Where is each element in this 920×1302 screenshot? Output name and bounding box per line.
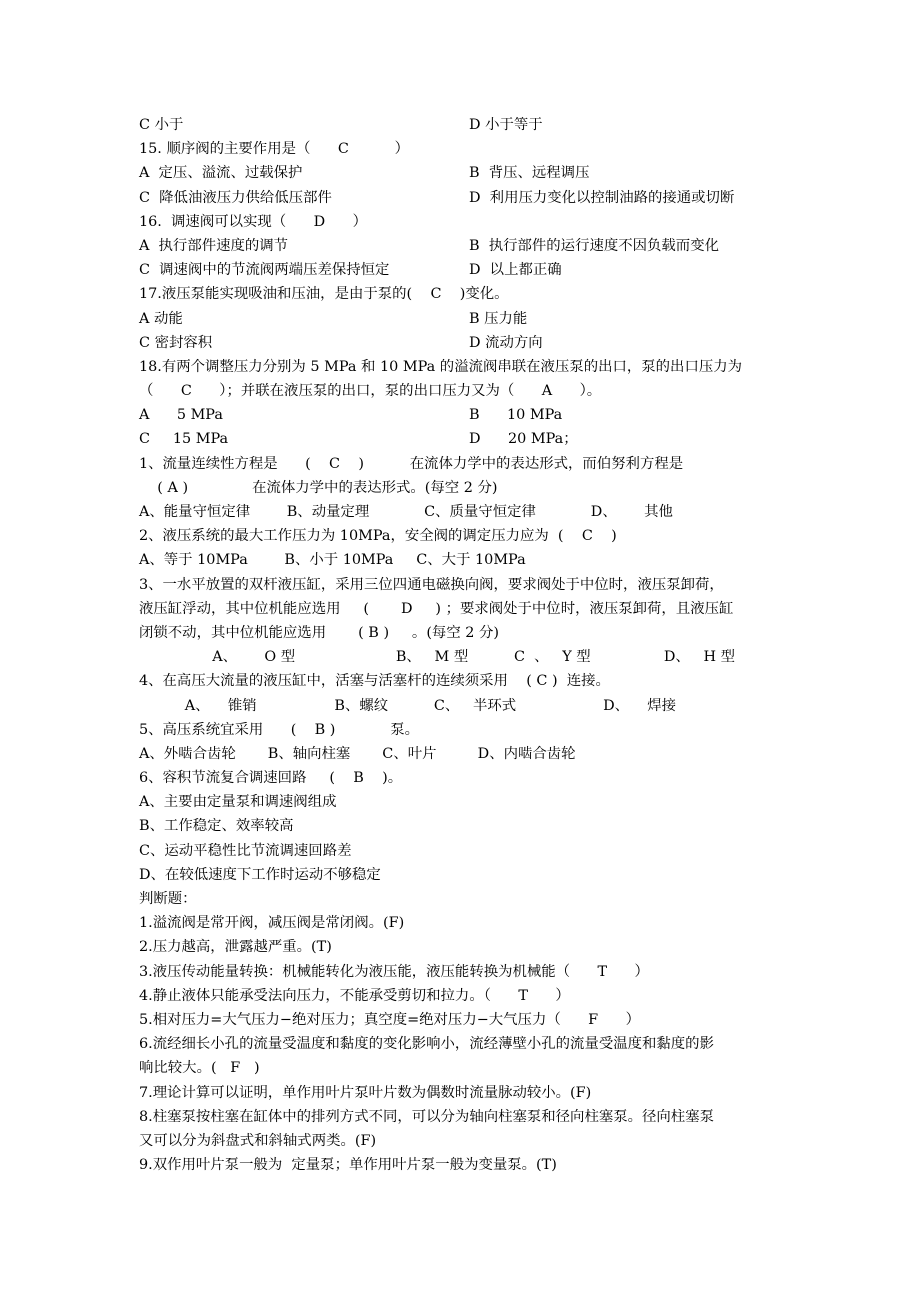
line-text: C 15 MPa bbox=[139, 431, 229, 448]
text-line bbox=[139, 863, 789, 887]
text-line bbox=[139, 427, 789, 451]
text-line bbox=[139, 282, 789, 306]
text-line bbox=[139, 1153, 789, 1177]
text-line bbox=[139, 161, 789, 185]
line-text-column-2: B 执行部件的运行速度不因负载而变化 bbox=[469, 237, 719, 254]
line-text: A、等于 10MPa B、小于 10MPa C、大于 10MPa bbox=[139, 552, 526, 569]
line-text: 3、一水平放置的双杆液压缸，采用三位四通电磁换向阀，要求阀处于中位时，液压泵卸荷， bbox=[139, 576, 724, 593]
line-text: C 调速阀中的节流阀两端压差保持恒定 bbox=[139, 262, 390, 279]
document-body bbox=[139, 113, 789, 1177]
line-text: 5、高压系统宜采用 ( B ) 泵。 bbox=[139, 721, 420, 738]
text-line bbox=[139, 935, 789, 959]
line-text: 9.双作用叶片泵一般为 定量泵；单作用叶片泵一般为变量泵。(T) bbox=[139, 1157, 557, 1174]
text-line bbox=[139, 1056, 789, 1080]
line-text: 液压缸浮动，其中位机能应选用 ( D ) ；要求阀处于中位时，液压泵卸荷，且液压缸 bbox=[139, 600, 734, 617]
text-line bbox=[139, 476, 789, 500]
line-text: A 定压、溢流、过载保护 bbox=[139, 165, 303, 182]
text-line bbox=[139, 1032, 789, 1056]
text-line bbox=[139, 500, 789, 524]
line-text: 3.液压传动能量转换：机械能转化为液压能，液压能转换为机械能（ T ） bbox=[139, 963, 649, 980]
line-text: 1.溢流阀是常开阀，减压阀是常闭阀。(F) bbox=[139, 915, 405, 932]
text-line bbox=[139, 911, 789, 935]
line-text: 又可以分为斜盘式和斜轴式两类。(F) bbox=[139, 1132, 377, 1149]
text-line bbox=[139, 839, 789, 863]
text-line bbox=[139, 814, 789, 838]
line-text: C 密封容积 bbox=[139, 334, 213, 351]
text-line bbox=[139, 524, 789, 548]
text-line bbox=[139, 210, 789, 234]
line-text: 2.压力越高，泄露越严重。(T) bbox=[139, 939, 332, 956]
text-line bbox=[139, 186, 789, 210]
line-text-column-2: B 背压、远程调压 bbox=[469, 165, 590, 182]
line-text: 判断题： bbox=[139, 891, 197, 907]
text-line bbox=[139, 742, 789, 766]
line-text-column-2: D 以上都正确 bbox=[469, 262, 562, 279]
line-text: 4.静止液体只能承受法向压力，不能承受剪切和拉力。（ T ） bbox=[139, 987, 570, 1004]
line-text-column-2: D 利用压力变化以控制油路的接通或切断 bbox=[469, 189, 735, 206]
text-line bbox=[139, 1105, 789, 1129]
line-text-column-2: D 小于等于 bbox=[469, 117, 543, 133]
text-line bbox=[139, 137, 789, 161]
line-text: C 小于 bbox=[139, 117, 184, 133]
line-text: A 5 MPa bbox=[139, 407, 223, 424]
text-line bbox=[139, 403, 789, 427]
line-text: A、主要由定量泵和调速阀组成 bbox=[139, 794, 337, 811]
line-text: 2、液压系统的最大工作压力为 10MPa，安全阀的调定压力应为 ( C ) bbox=[139, 528, 617, 545]
text-line bbox=[139, 1008, 789, 1032]
line-text: D、在较低速度下工作时运动不够稳定 bbox=[139, 866, 381, 883]
line-text: 8.柱塞泵按柱塞在缸体中的排列方式不同，可以分为轴向柱塞泵和径向柱塞泵。径向柱塞泵 bbox=[139, 1108, 714, 1125]
line-text: 响比较大。( F ) bbox=[139, 1060, 260, 1077]
line-text: ( A ) 在流体力学中的表达形式。(每空 2 分) bbox=[139, 479, 498, 496]
line-text: A、 O 型 B、 M 型 C 、 Y 型 D、 H 型 bbox=[139, 649, 736, 666]
text-line bbox=[139, 645, 789, 669]
line-text: A、能量守恒定律 B、动量定理 C、质量守恒定律 D、 其他 bbox=[139, 504, 673, 520]
line-text: 16. 调速阀可以实现（ D ） bbox=[139, 213, 367, 230]
text-line bbox=[139, 766, 789, 790]
line-text: A 动能 bbox=[139, 310, 183, 327]
line-text: 5.相对压力=大气压力−绝对压力；真空度=绝对压力−大气压力（ F ） bbox=[139, 1011, 640, 1028]
text-line bbox=[139, 307, 789, 331]
text-line bbox=[139, 669, 789, 693]
line-text: 18.有两个调整压力分别为 5 MPa 和 10 MPa 的溢流阀串联在液压泵的出口，泵的出口压力为 bbox=[139, 358, 743, 375]
text-line bbox=[139, 573, 789, 597]
text-line bbox=[139, 548, 789, 572]
line-text: A、 锥销 B、螺纹 C、 半环式 D、 焊接 bbox=[139, 697, 677, 714]
text-line bbox=[139, 597, 789, 621]
line-text: 6.流经细长小孔的流量受温度和黏度的变化影响小，流经薄壁小孔的流量受温度和黏度的影 bbox=[139, 1036, 714, 1053]
line-text: 17.液压泵能实现吸油和压油，是由于泵的( C )变化。 bbox=[139, 286, 509, 303]
text-line bbox=[139, 1081, 789, 1105]
line-text: 闭锁不动，其中位机能应选用 ( B ) 。(每空 2 分) bbox=[139, 624, 500, 641]
text-line bbox=[139, 258, 789, 282]
line-text: 4、在高压大流量的液压缸中，活塞与活塞杆的连续须采用 ( C ) 连接。 bbox=[139, 673, 610, 690]
line-text: C、运动平稳性比节流调速回路差 bbox=[139, 842, 352, 859]
line-text: 1、流量连续性方程是 ( C ) 在流体力学中的表达形式，而伯努利方程是 bbox=[139, 455, 684, 472]
text-line bbox=[139, 452, 789, 476]
text-line bbox=[139, 379, 789, 403]
text-line bbox=[139, 621, 789, 645]
text-line bbox=[139, 887, 789, 911]
text-line bbox=[139, 960, 789, 984]
line-text: （ C ）；并联在液压泵的出口，泵的出口压力又为（ A ）。 bbox=[139, 383, 602, 400]
line-text: C 降低油液压力供给低压部件 bbox=[139, 189, 332, 206]
line-text: 7.理论计算可以证明，单作用叶片泵叶片数为偶数时流量脉动较小。(F) bbox=[139, 1084, 592, 1101]
text-line bbox=[139, 984, 789, 1008]
text-line bbox=[139, 113, 789, 137]
line-text: A 执行部件速度的调节 bbox=[139, 237, 289, 254]
line-text-column-2: B 压力能 bbox=[469, 310, 528, 327]
text-line bbox=[139, 718, 789, 742]
line-text-column-2: B 10 MPa bbox=[469, 407, 563, 424]
text-line bbox=[139, 355, 789, 379]
text-line bbox=[139, 1129, 789, 1153]
line-text: 15. 顺序阀的主要作用是（ C ） bbox=[139, 141, 409, 158]
line-text: A、外啮合齿轮 B、轴向柱塞 C、叶片 D、内啮合齿轮 bbox=[139, 745, 576, 762]
text-line bbox=[139, 694, 789, 718]
line-text-column-2: D 20 MPa； bbox=[469, 431, 578, 448]
text-line bbox=[139, 331, 789, 355]
line-text: B、工作稳定、效率较高 bbox=[139, 818, 294, 835]
line-text-column-2: D 流动方向 bbox=[469, 334, 543, 351]
line-text: 6、容积节流复合调速回路 ( B )。 bbox=[139, 770, 403, 787]
text-line bbox=[139, 234, 789, 258]
text-line bbox=[139, 790, 789, 814]
